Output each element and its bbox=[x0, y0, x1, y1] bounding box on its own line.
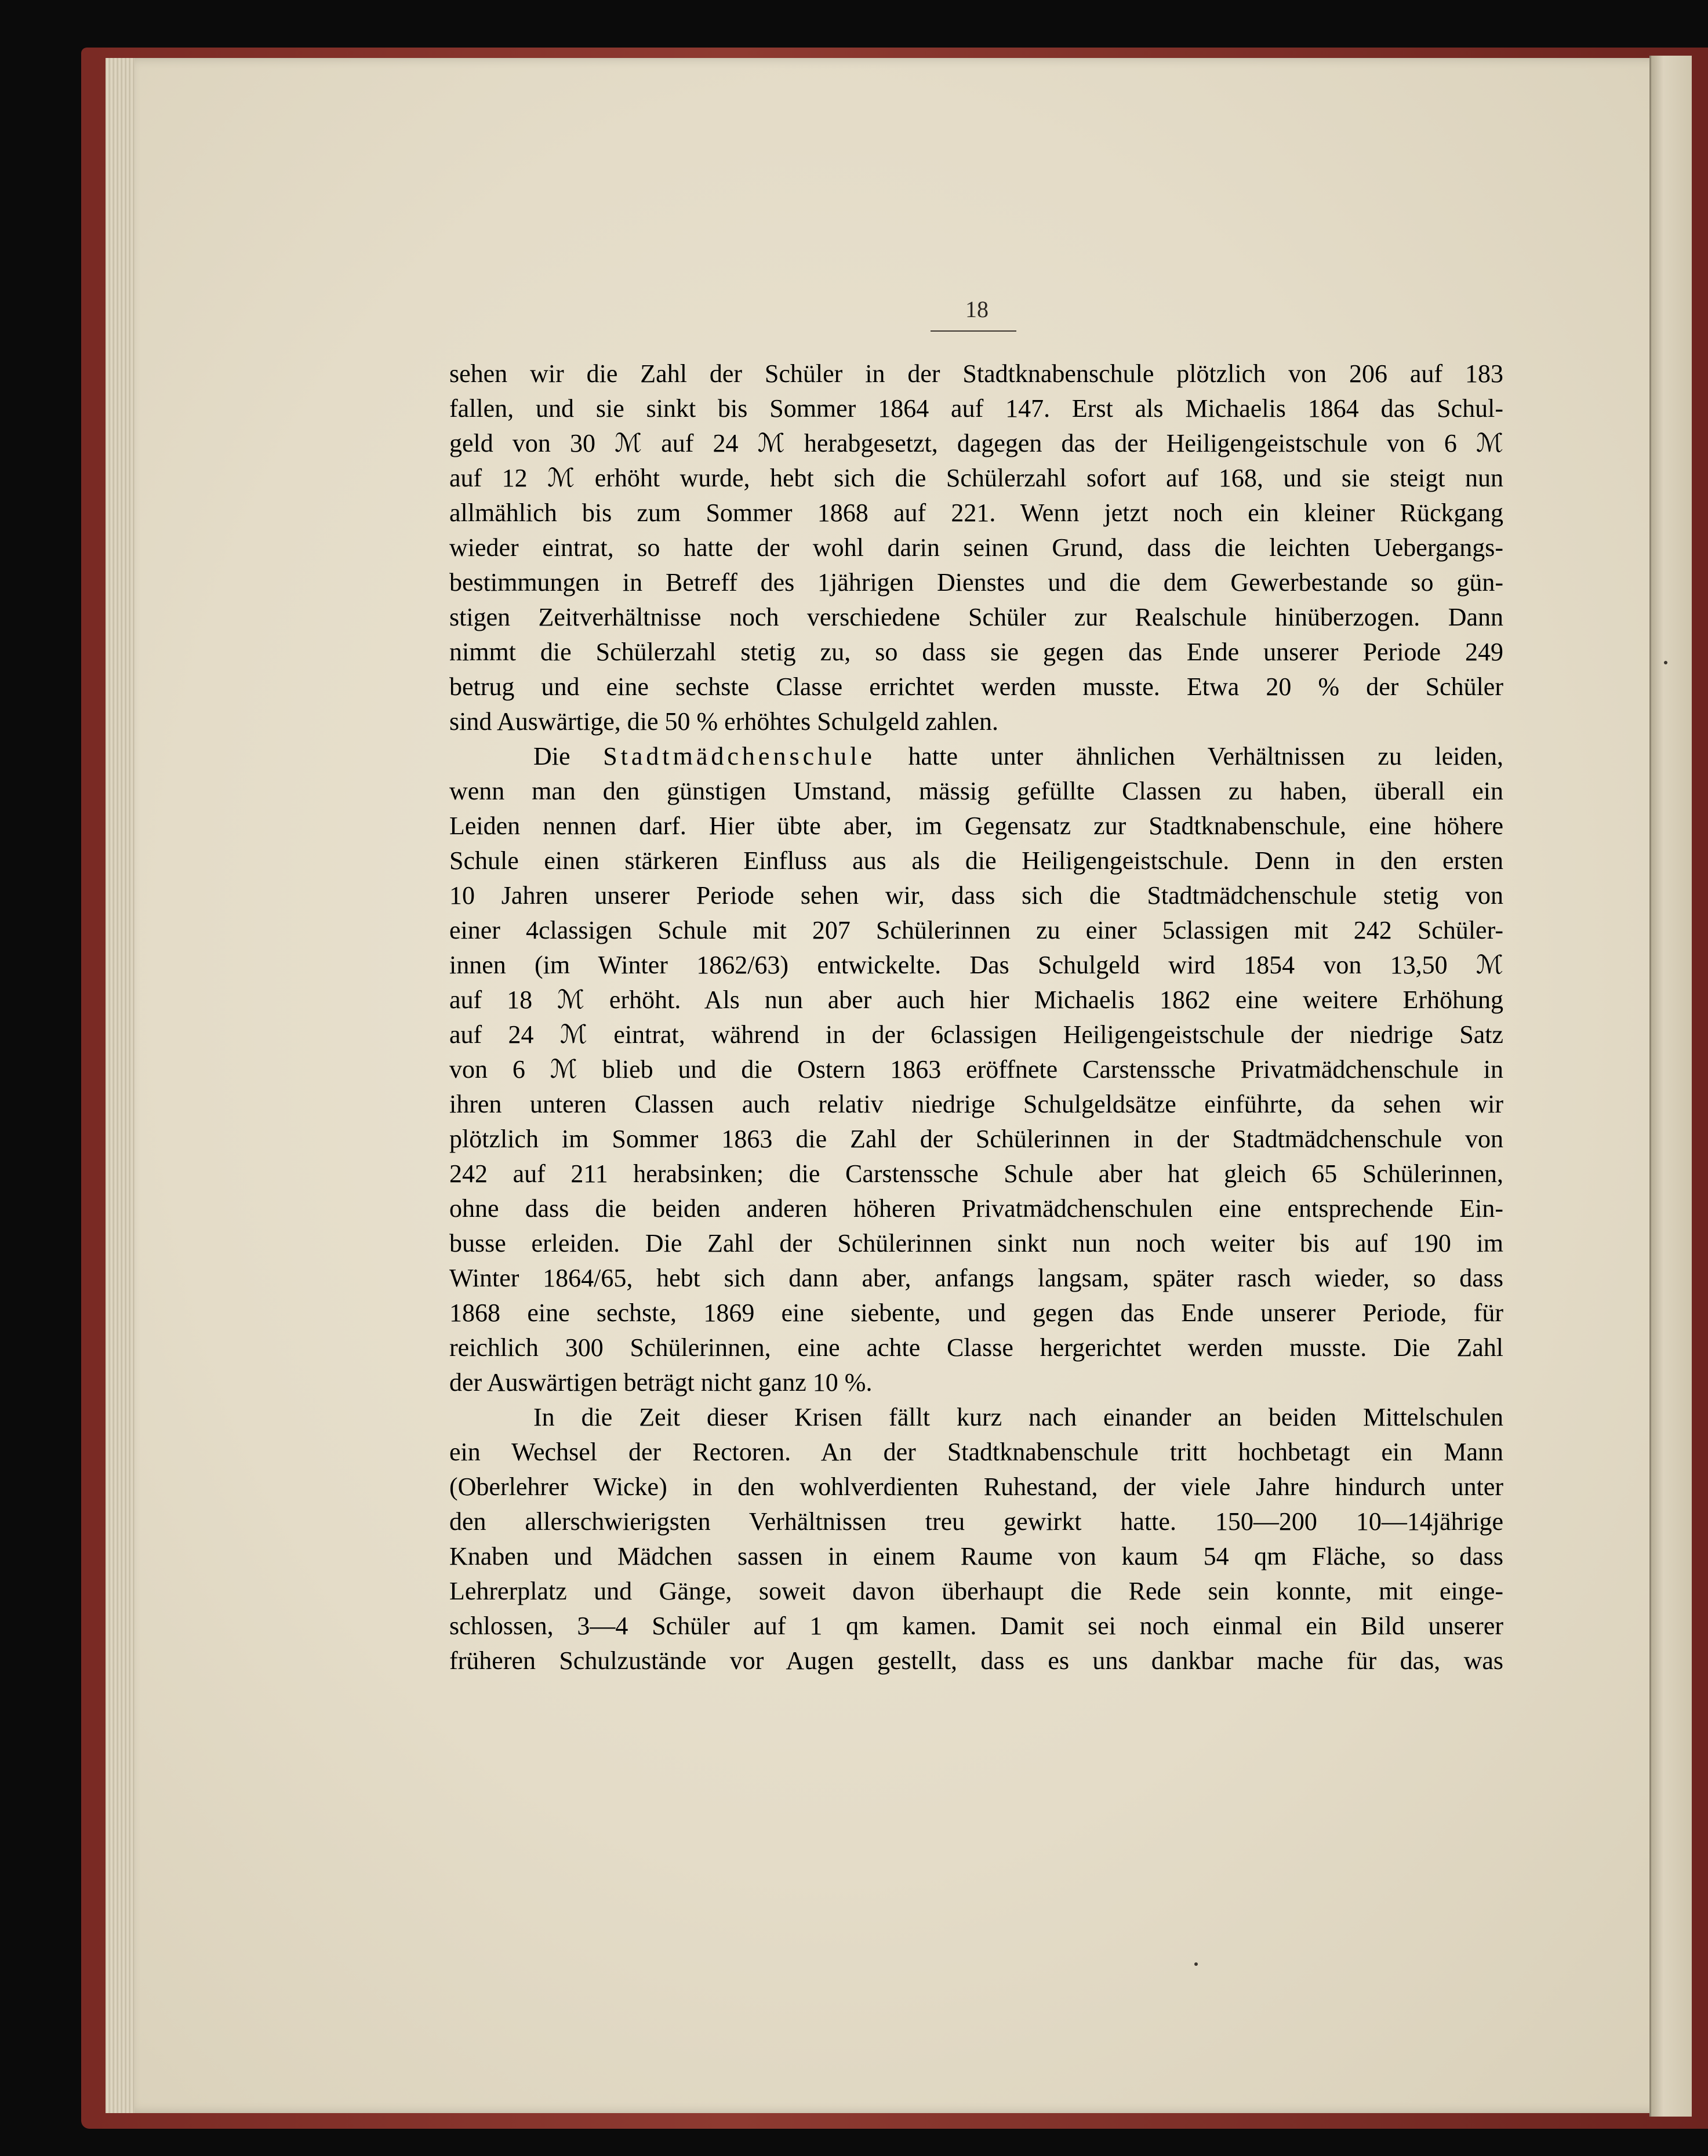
text-line: wenn man den günstigen Umstand, mässig gefüllte Classen zu haben, überall ein bbox=[449, 777, 1503, 805]
text-line: innen (im Winter 1862/63) entwickelte. Das Schulgeld wird 1854 von 13,50 ℳ bbox=[449, 951, 1503, 979]
text-line: betrug und eine sechste Classe errichtet werden musste. Etwa 20 % der Schüler bbox=[449, 672, 1503, 701]
page-number: 18 bbox=[965, 296, 989, 322]
text-line: 1868 eine sechste, 1869 eine siebente, und gegen das Ende unserer Periode, für bbox=[449, 1299, 1503, 1327]
text-line: ein Wechsel der Rectoren. An der Stadtknabenschule tritt hochbetagt ein Mann bbox=[449, 1438, 1503, 1466]
text-line: ihren unteren Classen auch relativ niedrige Schulgeldsätze einführte, da sehen wir bbox=[449, 1090, 1503, 1118]
spaced-emphasis: Stadtmädchenschule bbox=[603, 742, 875, 770]
text-line: der Auswärtigen beträgt nicht ganz 10 %. bbox=[449, 1368, 873, 1397]
text-line: auf 12 ℳ erhöht wurde, hebt sich die Schülerzahl sofort auf 168, und sie steigt nun bbox=[449, 464, 1503, 492]
text-line: Winter 1864/65, hebt sich dann aber, anfangs langsam, später rasch wieder, so dass bbox=[449, 1264, 1503, 1292]
text-line: nimmt die Schülerzahl stetig zu, so dass sie gegen das Ende unserer Periode 249 bbox=[449, 638, 1503, 666]
text-line: Die Stadtmädchenschule hatte unter ähnlichen Verhältnissen zu leiden, bbox=[533, 742, 1503, 770]
text-line: fallen, und sie sinkt bis Sommer 1864 auf 147. Erst als Michaelis 1864 das Schul- bbox=[449, 394, 1503, 423]
ink-speck bbox=[1664, 661, 1667, 664]
text-line: wieder eintrat, so hatte der wohl darin seinen Grund, dass die leichten Uebergangs- bbox=[449, 533, 1503, 562]
text-line: (Oberlehrer Wicke) in den wohlverdienten Ruhestand, der viele Jahre hindurch unter bbox=[449, 1473, 1503, 1501]
text-line: sind Auswärtige, die 50 % erhöhtes Schulgeld zahlen. bbox=[449, 707, 999, 736]
body-text bbox=[449, 357, 1503, 1678]
text-line: früheren Schulzustände vor Augen gestellt, dass es uns dankbar mache für das, was bbox=[449, 1646, 1503, 1675]
text-line: von 6 ℳ blieb und die Ostern 1863 eröffnete Carstenssche Privatmädchenschule in bbox=[449, 1055, 1503, 1084]
text-line: auf 18 ℳ erhöht. Als nun aber auch hier Michaelis 1862 eine weitere Erhöhung bbox=[449, 986, 1503, 1014]
text-line: reichlich 300 Schülerinnen, eine achte Classe hergerichtet werden musste. Die Zahl bbox=[449, 1333, 1503, 1362]
text-line: geld von 30 ℳ auf 24 ℳ herabgesetzt, dagegen das der Heiligengeistschule von 6 ℳ bbox=[449, 429, 1503, 457]
text-line: den allerschwierigsten Verhältnissen treu gewirkt hatte. 150—200 10—14jährige bbox=[449, 1507, 1503, 1536]
text-line: 242 auf 211 herabsinken; die Carstenssche Schule aber hat gleich 65 Schülerinnen, bbox=[449, 1159, 1503, 1188]
text-line: schlossen, 3—4 Schüler auf 1 qm kamen. Damit sei noch einmal ein Bild unserer bbox=[449, 1612, 1503, 1640]
text-line: Schule einen stärkeren Einfluss aus als die Heiligengeistschule. Denn in den ersten bbox=[449, 846, 1503, 875]
text-line: plötzlich im Sommer 1863 die Zahl der Schülerinnen in der Stadtmädchenschule von bbox=[449, 1125, 1503, 1153]
text-line: busse erleiden. Die Zahl der Schülerinnen sinkt nun noch weiter bis auf 190 im bbox=[449, 1229, 1503, 1257]
text-line: Lehrerplatz und Gänge, soweit davon überhaupt die Rede sein konnte, mit einge- bbox=[449, 1577, 1503, 1605]
text-line: auf 24 ℳ eintrat, während in der 6classigen Heiligengeistschule der niedrige Satz bbox=[449, 1020, 1503, 1049]
text-line: bestimmungen in Betreff des 1jährigen Dienstes und die dem Gewerbestande so gün- bbox=[449, 568, 1503, 597]
text-line: allmählich bis zum Sommer 1868 auf 221. Wenn jetzt noch ein kleiner Rückgang bbox=[449, 499, 1503, 527]
text-line: einer 4classigen Schule mit 207 Schülerinnen zu einer 5classigen mit 242 Schüler- bbox=[449, 916, 1503, 944]
text-line: Leiden nennen darf. Hier übte aber, im Gegensatz zur Stadtknabenschule, eine höhere bbox=[449, 812, 1503, 840]
text-line: Knaben und Mädchen sassen in einem Raume von kaum 54 qm Fläche, so dass bbox=[449, 1542, 1503, 1570]
text-line: ohne dass die beiden anderen höheren Privatmädchenschulen eine entsprechende Ein- bbox=[449, 1194, 1503, 1223]
page-number-rule bbox=[931, 330, 1016, 332]
text-line: 10 Jahren unserer Periode sehen wir, dass sich die Stadtmädchenschule stetig von bbox=[449, 881, 1503, 910]
text-line: sehen wir die Zahl der Schüler in der Stadtknabenschule plötzlich von 206 auf 183 bbox=[449, 359, 1503, 388]
text-line: In die Zeit dieser Krisen fällt kurz nach einander an beiden Mittelschulen bbox=[533, 1403, 1503, 1431]
text-line: stigen Zeitverhältnisse noch verschiedene Schüler zur Realschule hinüberzogen. Dann bbox=[449, 603, 1503, 631]
facing-page-edge bbox=[1649, 56, 1692, 2117]
ink-speck bbox=[1194, 1962, 1198, 1966]
